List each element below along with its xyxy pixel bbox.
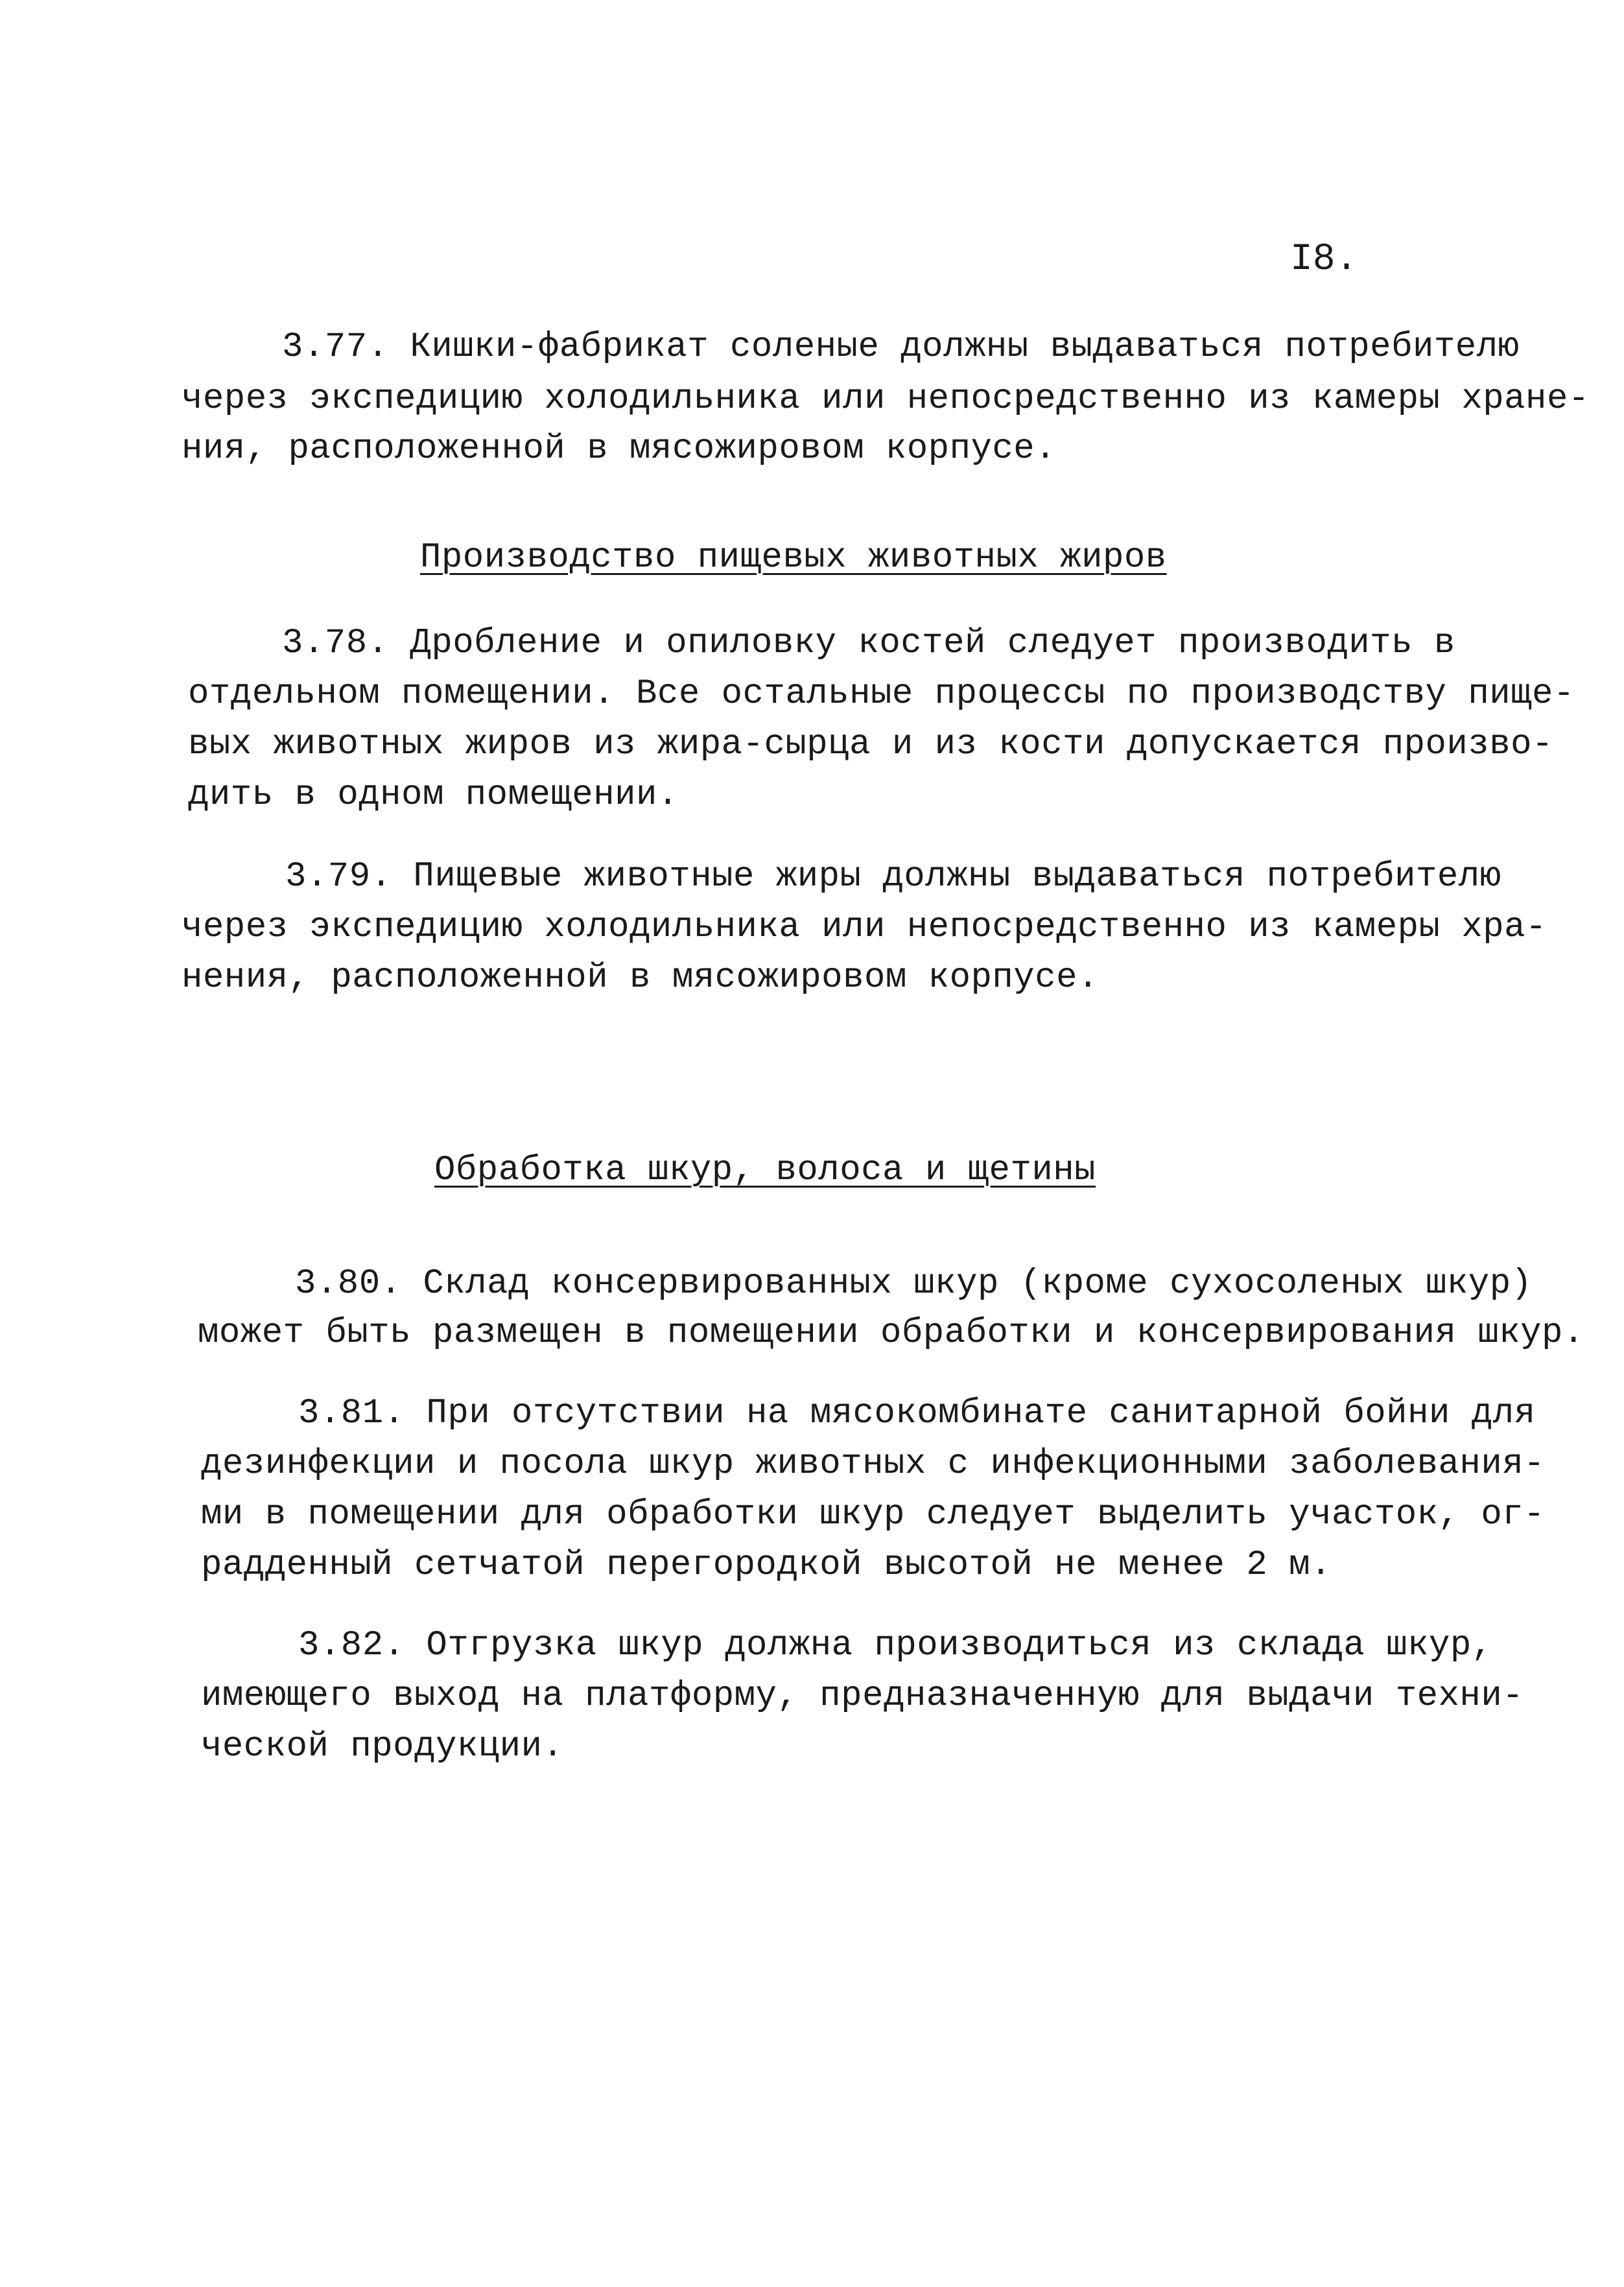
paragraph-3-82-line-3: ческой продукции.	[201, 1727, 564, 1766]
paragraph-3-82-line-1: 3.82. Отгрузка шкур должна производиться из склада шкур,	[298, 1626, 1493, 1665]
paragraph-3-81-line-2: дезинфекции и посола шкур животных с инфекционными заболевания-	[201, 1444, 1546, 1484]
paragraph-3-81-line-3: ми в помещении для обработки шкур следует выделить участок, ог-	[201, 1495, 1546, 1534]
paragraph-3-80-line-1: 3.80. Склад консервированных шкур (кроме сухосоленых шкур)	[295, 1264, 1533, 1304]
paragraph-3-79-line-1: 3.79. Пищевые животные жиры должны выдаваться потребителю	[285, 857, 1501, 897]
paragraph-3-77-line-1: 3.77. Кишки-фабрикат соленые должны выдаваться потребителю	[282, 327, 1520, 367]
paragraph-3-79-line-2: через экспедицию холодильника или непосредственно из камеры хра-	[182, 908, 1547, 947]
section-heading-fats: Производство пищевых животных жиров	[420, 538, 1167, 578]
paragraph-3-81-line-4: радденный сетчатой перегородкой высотой не менее 2 м.	[201, 1545, 1332, 1585]
page-number: I8.	[1290, 239, 1358, 281]
paragraph-3-82-line-2: имеющего выход на платформу, предназначенную для выдачи техни-	[201, 1676, 1524, 1716]
section-heading-skins: Обработка шкур, волоса и щетины	[434, 1151, 1096, 1190]
paragraph-3-78-line-2: отдельном помещении. Все остальные процессы по производству пище-	[188, 674, 1575, 714]
paragraph-3-79-line-3: нения, расположенной в мясожировом корпусе.	[182, 958, 1099, 998]
paragraph-3-80-line-2: может быть размещен в помещении обработки и консервирования шкур.	[198, 1313, 1584, 1353]
paragraph-3-78-line-1: 3.78. Дробление и опиловку костей следует производить в	[282, 624, 1455, 663]
paragraph-3-78-line-4: дить в одном помещении.	[188, 775, 679, 815]
paragraph-3-81-line-1: 3.81. При отсутствии на мясокомбинате санитарной бойни для	[298, 1394, 1536, 1433]
paragraph-3-78-line-3: вых животных жиров из жира-сырца и из кости допускается произво-	[188, 725, 1553, 764]
paragraph-3-77-line-2: через экспедицию холодильника или непосредственно из камеры хране-	[182, 379, 1590, 419]
paragraph-3-77-line-3: ния, расположенной в мясожировом корпусе.	[182, 429, 1057, 469]
